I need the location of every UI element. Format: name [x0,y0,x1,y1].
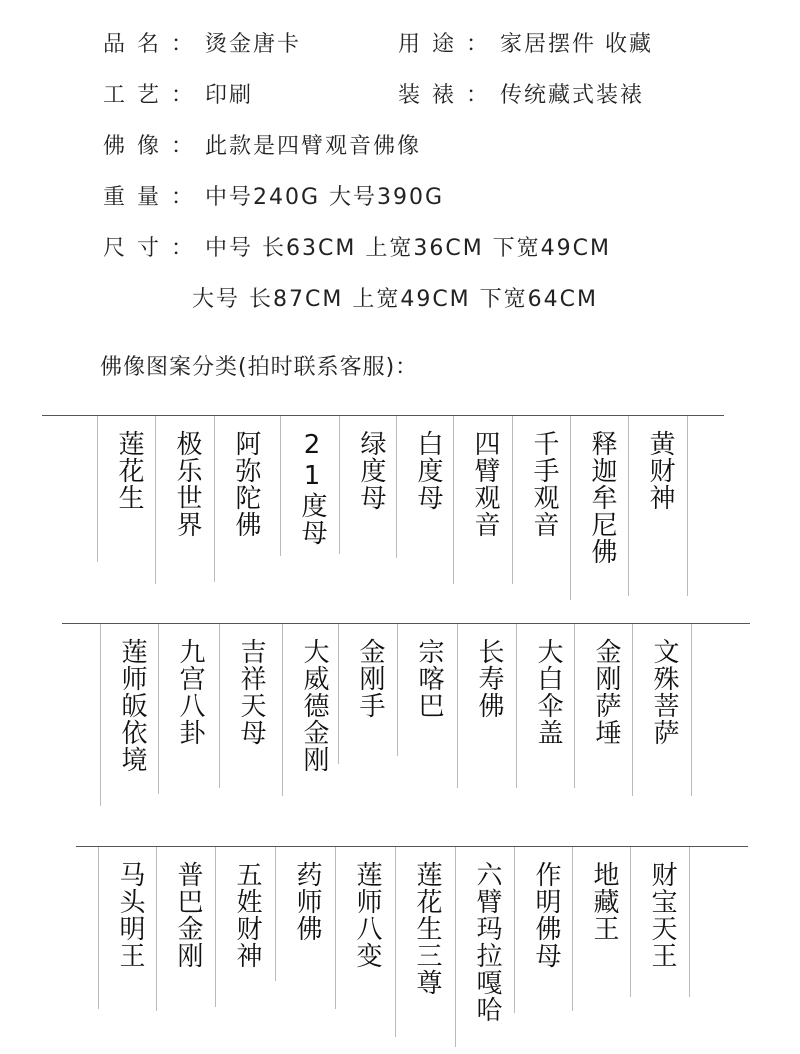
buddha-option[interactable] [214,416,273,582]
spec-value: 家居摆件 收藏 [500,32,654,57]
buddha-option-label: 金刚手 [355,638,385,719]
category-title: 佛像图案分类(拍时联系客服)： [100,355,419,380]
buddha-option-label: 莲师皈依境 [117,638,147,773]
buddha-option-label: 千手观音 [529,430,559,538]
spec-label: 用途： [398,32,501,57]
buddha-option[interactable] [215,847,274,1007]
buddha-option[interactable] [156,847,215,1011]
buddha-option[interactable] [397,624,456,756]
buddha-option-label: 吉祥天母 [236,638,266,746]
spec-label: 重量： [103,185,206,210]
buddha-option[interactable] [395,847,454,1037]
spec-value: 此款是四臂观音佛像 [205,134,422,159]
buddha-option-label: 大白伞盖 [533,638,563,746]
buddha-option-label: 九宫八卦 [175,638,205,746]
buddha-option-label: 绿度母 [356,430,386,511]
buddha-option[interactable] [516,624,575,788]
spec-craft [103,83,253,109]
spec-label: 装裱： [398,83,501,108]
spec-value: 中号240G 大号390G [205,185,445,210]
buddha-option[interactable] [455,847,514,1047]
buddha-option-label: 文殊菩萨 [649,638,679,746]
buddha-option[interactable] [574,624,633,788]
buddha-option-label: 宗喀巴 [414,638,444,719]
buddha-option[interactable] [453,416,512,584]
spec-mount [398,83,644,109]
buddha-option[interactable] [339,416,398,554]
spec-name [103,32,301,58]
buddha-option-label: 阿弥陀佛 [231,430,261,538]
buddha-option-label: 财宝天王 [647,861,677,969]
buddha-option-label: 长寿佛 [474,638,504,719]
buddha-option-label: 极乐世界 [172,430,202,538]
spec-size [103,236,611,262]
buddha-option-label: 四臂观音 [470,430,500,538]
buddha-option-label: 白度母 [413,430,443,511]
buddha-option-label: 21度母 [297,430,327,546]
buddha-option[interactable] [630,847,690,997]
buddha-option-label: 药师佛 [292,861,322,942]
buddha-option[interactable] [628,416,688,596]
buddha-option[interactable] [158,624,217,794]
buddha-option[interactable] [457,624,516,788]
buddha-option-label: 五姓财神 [232,861,262,969]
spec-label: 尺寸： [103,236,206,261]
buddha-option[interactable] [335,847,394,1009]
spec-value: 烫金唐卡 [205,32,302,57]
buddha-option[interactable] [275,847,334,981]
spec-size-large [192,287,598,313]
buddha-option-label: 六臂玛拉嘎哈 [472,861,502,1023]
buddha-option-label: 莲花生 [114,430,144,511]
buddha-option-label: 普巴金刚 [173,861,203,969]
spec-value: 大号 长87CM 上宽49CM 下宽64CM [192,287,598,312]
buddha-option[interactable] [282,624,341,796]
spec-label: 工艺： [103,83,206,108]
buddha-option[interactable] [97,416,156,562]
buddha-option-label: 释迦牟尼佛 [587,430,617,565]
buddha-option[interactable] [512,416,571,584]
buddha-option-label: 莲师八变 [352,861,382,969]
buddha-option[interactable] [98,847,157,1009]
spec-label: 佛像： [103,134,206,159]
buddha-option-label: 作明佛母 [531,861,561,969]
spec-value: 传统藏式装裱 [500,83,645,108]
buddha-option[interactable] [338,624,397,764]
buddha-option-label: 金刚萨埵 [591,638,621,746]
buddha-option[interactable] [632,624,692,796]
buddha-option-label: 地藏王 [589,861,619,942]
buddha-option-label: 黄财神 [645,430,675,511]
buddha-option[interactable] [514,847,573,1013]
spec-usage [398,32,653,58]
buddha-option[interactable] [396,416,455,558]
buddha-option[interactable] [572,847,631,1011]
buddha-option-label: 莲花生三尊 [412,861,442,996]
buddha-option[interactable] [100,624,159,806]
buddha-option[interactable] [155,416,214,584]
spec-weight [103,185,444,211]
buddha-option[interactable] [219,624,278,788]
buddha-option-label: 马头明王 [115,861,145,969]
spec-label: 品名： [103,32,206,57]
spec-buddha [103,134,421,160]
buddha-option-label: 大威德金刚 [299,638,329,773]
spec-value: 印刷 [205,83,254,108]
buddha-option[interactable] [570,416,629,600]
spec-value: 中号 长63CM 上宽36CM 下宽49CM [205,236,612,261]
buddha-option[interactable] [280,416,339,556]
